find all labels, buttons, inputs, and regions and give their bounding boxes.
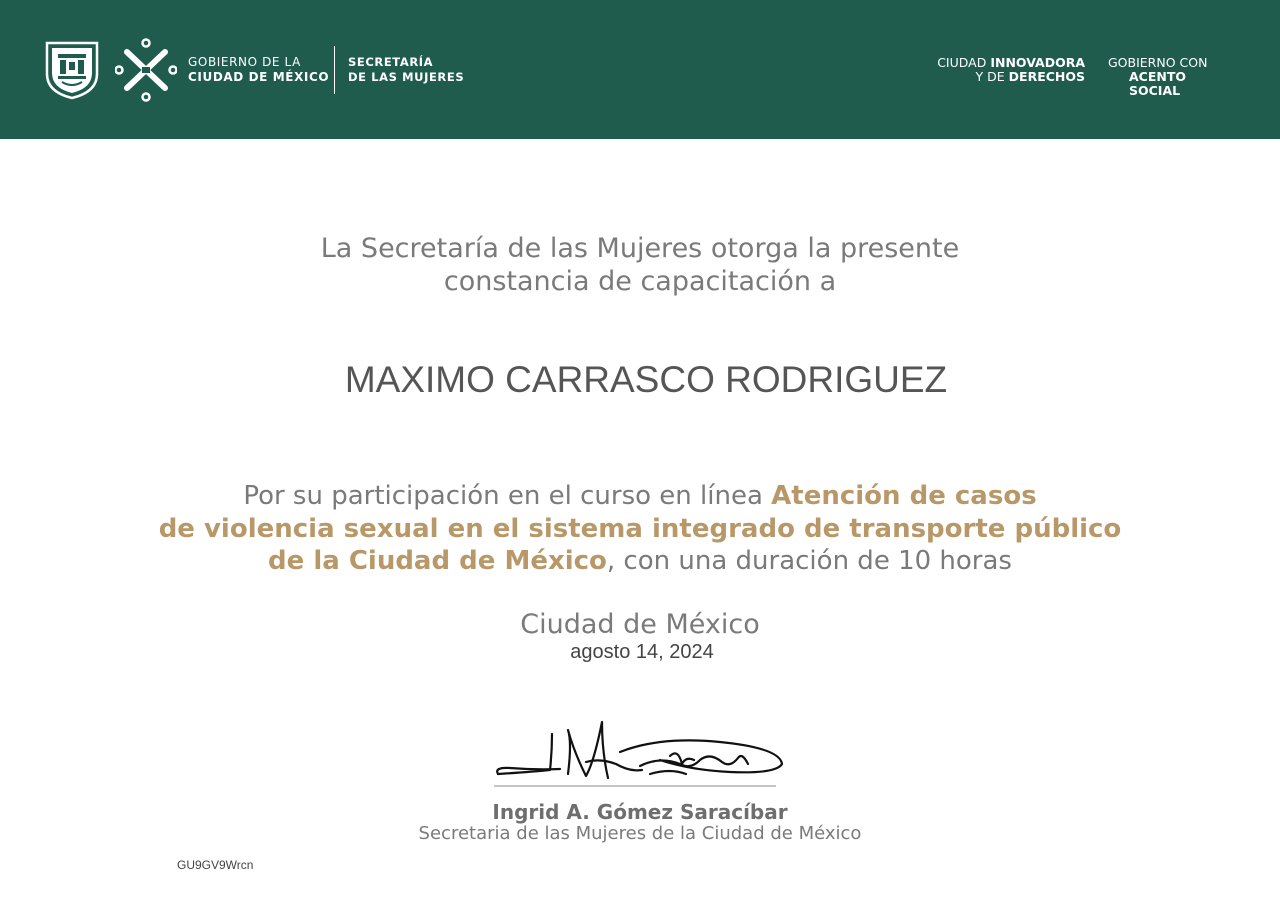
slogan-innovadora	[900, 56, 1085, 84]
intro-line2: constancia de capacitación a	[443, 266, 837, 297]
intro-line1: La Secretaría de las Mujeres otorga la presente	[320, 233, 960, 264]
course-name-part1: Atención de casos	[771, 481, 1037, 511]
certificate-intro	[190, 232, 1090, 298]
recipient-name: MAXIMO CARRASCO RODRIGUEZ	[344, 359, 948, 400]
header-divider	[334, 46, 335, 94]
course-description	[120, 480, 1160, 578]
government-name-line1: GOBIERNO DE LA	[188, 55, 301, 69]
slogan-innovadora-line1	[900, 56, 1085, 70]
signatory-name: Ingrid A. Gómez Saracíbar	[492, 800, 788, 824]
verification-code: GU9GV9Wrcn	[177, 858, 254, 872]
cdmx-logo-icon	[115, 38, 177, 102]
slogan-acento-line1: GOBIERNO CON	[1108, 55, 1208, 70]
government-name	[188, 55, 329, 85]
slogan-acento-social	[1108, 56, 1238, 98]
secretariat-name	[348, 55, 464, 85]
slogan-innovadora-bold1: INNOVADORA	[990, 55, 1085, 70]
course-suffix: , con una duración de 10 horas	[606, 546, 1012, 576]
secretariat-name-line2: DE LAS MUJERES	[348, 70, 465, 84]
course-name-part2: de violencia sexual en el sistema integrado de transporte público	[158, 513, 1122, 544]
coat-of-arms-icon	[44, 40, 100, 100]
government-name-line2: CIUDAD DE MÉXICO	[188, 70, 330, 84]
slogan-acento-bold: ACENTO SOCIAL	[1129, 69, 1187, 98]
header-banner	[0, 0, 1280, 139]
slogan-innovadora-regular2: Y DE	[975, 69, 1009, 84]
slogan-innovadora-regular1: CIUDAD	[937, 55, 991, 70]
slogan-innovadora-bold2: DERECHOS	[1008, 69, 1085, 84]
signature-image	[490, 712, 790, 792]
course-prefix: Por su participación en el curso en línea	[243, 481, 772, 511]
signatory-title: Secretaria de las Mujeres de la Ciudad de México	[418, 823, 862, 844]
issue-date: agosto 14, 2024	[570, 641, 714, 663]
issue-place: Ciudad de México	[520, 609, 760, 640]
slogan-innovadora-line2	[900, 70, 1085, 84]
secretariat-name-line1: SECRETARÍA	[348, 55, 434, 69]
slogan-acento-line2	[1108, 70, 1238, 98]
course-name-part3: de la Ciudad de México	[268, 546, 607, 576]
